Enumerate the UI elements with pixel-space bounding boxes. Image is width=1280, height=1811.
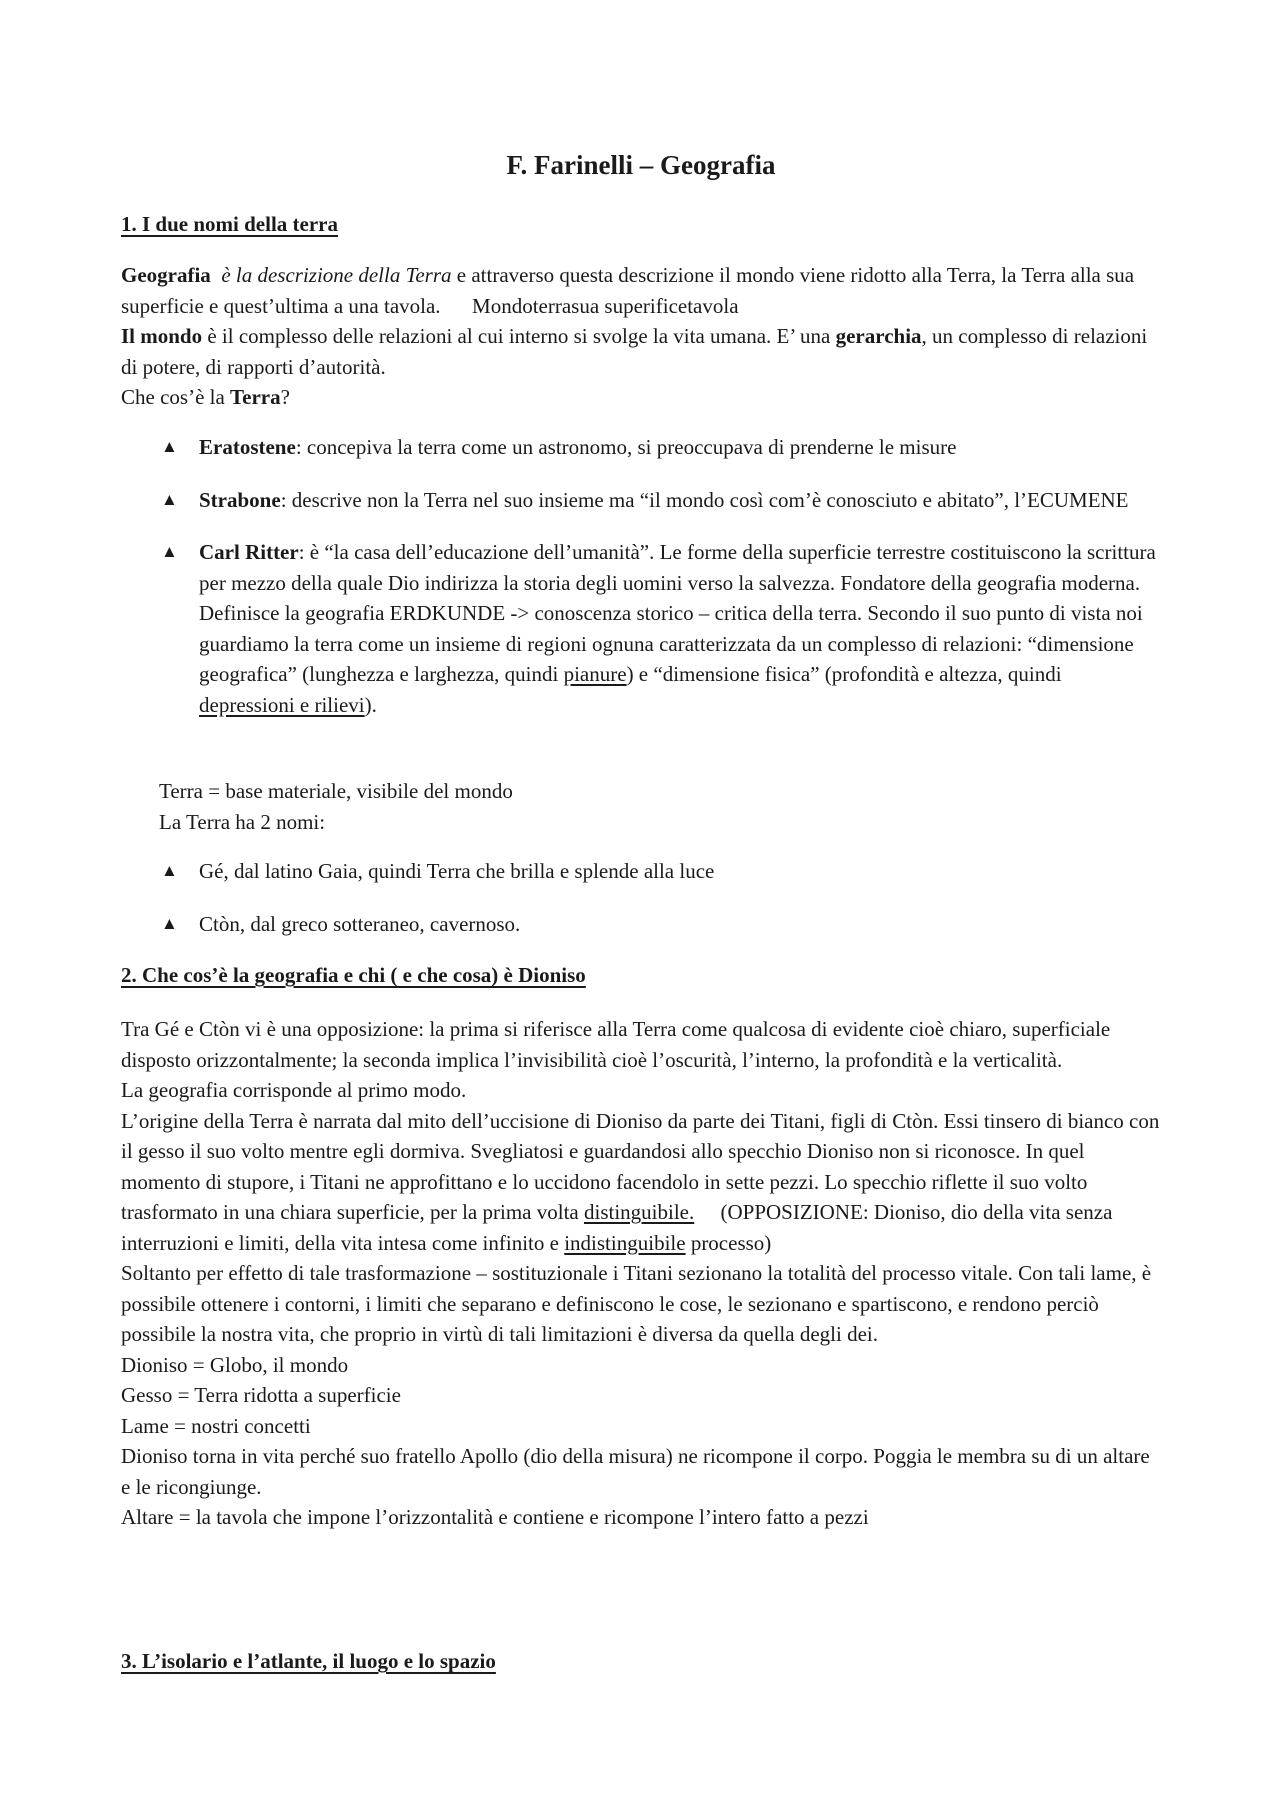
- question-mark: ?: [280, 385, 290, 409]
- scholar-name: Strabone: [199, 487, 281, 512]
- triangle-bullet-icon: ▲: [161, 861, 178, 880]
- paragraph: Tra Gé e Ctòn vi è una opposizione: la prima si riferisce alla Terra come qualcosa di evidente cioè chiaro, superficiale disposto orizzontalmente; la seconda implica l’invisibilità cioè l’oscurità, l’interno, la profondità e la verticalità.: [121, 1017, 1111, 1072]
- list-item: [161, 485, 1161, 516]
- section-1-heading: 1. I due nomi della terra: [121, 212, 338, 236]
- question-text: Che cos’è la: [121, 385, 225, 409]
- scholar-text-cont: ) e “dimensione fisica” (profondità e altezza, quindi: [626, 662, 1062, 686]
- section-2-body: [121, 1014, 1161, 1533]
- mondo-text-end: , un complesso di relazioni di potere, di rapporti d’autorità.: [121, 324, 1148, 379]
- scholars-list: [161, 432, 1161, 742]
- name-text: Ctòn, dal greco sotteraneo, cavernoso.: [199, 911, 521, 936]
- paragraph: Altare = la tavola che impone l’orizzontalità e contiene e ricompone l’intero fatto a pezzi: [121, 1505, 869, 1529]
- underlined-term: pianure: [563, 662, 627, 686]
- terra-line: La Terra ha 2 nomi:: [159, 809, 326, 834]
- definition-tail: Mondoterrasua superificetavola: [472, 293, 739, 318]
- equation-line: Dioniso = Globo, il mondo: [121, 1352, 349, 1377]
- term-geografia: Geografia: [121, 263, 211, 287]
- paragraph: La geografia corrisponde al primo modo.: [121, 1078, 467, 1102]
- list-item: [161, 432, 1161, 463]
- scholar-text: : concepiva la terra come un astronomo, si preoccupava di prenderne le misure: [295, 435, 957, 459]
- terra-definition: [159, 776, 513, 837]
- scholar-name: Eratostene: [199, 435, 296, 459]
- scholar-text: : descrive non la Terra nel suo insieme ma “il mondo così com’è conosciuto e abitato”, l’ECUMENE: [280, 487, 1129, 512]
- page-title: F. Farinelli – Geografia: [506, 150, 776, 180]
- equation-line: Gesso = Terra ridotta a superficie: [121, 1383, 401, 1407]
- definition-italic: è la descrizione della Terra: [221, 263, 452, 287]
- name-text: Gé, dal latino Gaia, quindi Terra che brilla e splende alla luce: [199, 859, 715, 883]
- section-1-question: [121, 382, 1161, 413]
- triangle-bullet-icon: ▲: [161, 489, 178, 509]
- myth-text: L’origine della Terra è narrata dal mito dell’uccisione di Dioniso da parte dei Titani, figli di Ctòn. Essi tinsero di bianco con il gesso il suo volto mentre egli dormiva. Svegliatosi e guardandosi allo specchio Dioniso non si riconosce. In quel momento di stupore, i Titani ne approfittano e lo uccidono facendolo in sette pezzi. Lo specchio riflette il suo volto trasformato in una chiara superficie, per la prima volta: [121, 1108, 1160, 1224]
- paragraph: Dioniso torna in vita perché suo fratello Apollo (dio della misura) ne ricompone il corpo. Poggia le membra su di un altare e le ricongiunge.: [121, 1444, 1150, 1499]
- underlined-term: depressioni e rilievi: [199, 692, 365, 717]
- list-item: [161, 909, 1161, 940]
- section-3-heading: 3. L’isolario e l’atlante, il luogo e lo spazio: [121, 1649, 496, 1673]
- paragraph: [121, 1106, 1161, 1259]
- term-gerarchia: gerarchia: [835, 324, 922, 348]
- myth-text-cont: (OPPOSIZIONE: Dioniso, dio della vita senza interruzioni e limiti, della vita intesa come infinito e: [121, 1200, 1113, 1255]
- equation-line: Lame = nostri concetti: [121, 1413, 311, 1438]
- triangle-bullet-icon: ▲: [161, 542, 178, 561]
- triangle-bullet-icon: ▲: [161, 437, 178, 456]
- section-1-paragraph-mondo: [121, 321, 1161, 382]
- section-1-paragraph-geografia: [121, 260, 1161, 321]
- scholar-name: Carl Ritter: [199, 540, 299, 564]
- section-2-heading: 2. Che cos’è la geografia e chi ( e che cosa) è Dioniso: [121, 963, 586, 987]
- underlined-term: indistinguibile: [564, 1230, 686, 1255]
- underlined-term: distinguibile.: [583, 1200, 695, 1224]
- triangle-bullet-icon: ▲: [161, 913, 178, 933]
- myth-text-end: processo): [690, 1230, 772, 1255]
- term-mondo: Il mondo: [121, 324, 203, 348]
- scholar-text-end: ).: [364, 692, 377, 717]
- scholar-text: : è “la casa dell’educazione dell’umanità”. Le forme della superficie terrestre costituiscono la scrittura per mezzo della quale Dio indirizza la storia degli uomini verso la salvezza. Fondatore della geografia moderna. Definisce la geografia ERDKUNDE -> conoscenza storico – critica della terra. Secondo il suo punto di vista noi guardiamo la terra come un insieme di regioni ognuna caratterizzata da un complesso di relazioni: “dimensione geografica” (lunghezza e larghezza, quindi: [199, 540, 1156, 686]
- mondo-text: è il complesso delle relazioni al cui interno si svolge la vita umana. E’ una: [207, 324, 831, 348]
- list-item: [161, 856, 1161, 887]
- term-terra: Terra: [230, 385, 281, 409]
- terra-line: Terra = base materiale, visibile del mondo: [159, 779, 513, 803]
- paragraph: Soltanto per effetto di tale trasformazione – sostituzionale i Titani sezionano la totalità del processo vitale. Con tali lame, è possibile ottenere i contorni, i limiti che separano e definiscono le cose, le sezionano e spartiscono, e rendono perciò possibile la nostra vita, che proprio in virtù di tali limitazioni è diversa da quella degli dei.: [121, 1261, 1152, 1346]
- definition-text: e attraverso questa descrizione il mondo viene ridotto alla Terra, la Terra alla sua superficie e quest’ultima a una tavola.: [121, 263, 1135, 318]
- names-list: [161, 856, 1161, 961]
- list-item: [161, 537, 1161, 720]
